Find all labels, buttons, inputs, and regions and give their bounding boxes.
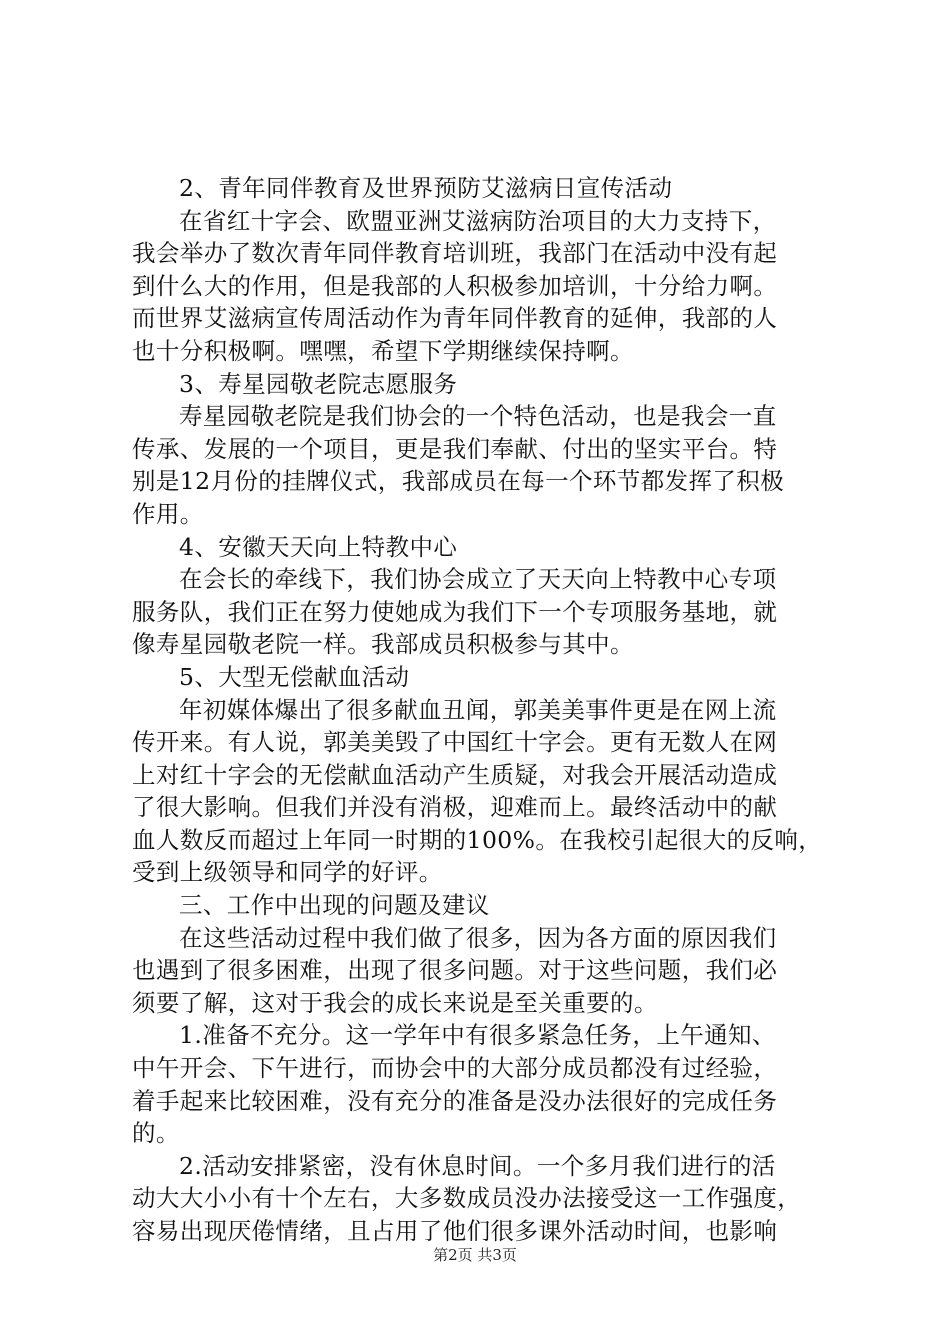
text-line: 也遇到了很多困难，出现了很多问题。对于这些问题，我们必 [132,956,778,985]
text-line: 我会举办了数次青年同伴教育培训班，我部门在活动中没有起 [132,239,778,268]
text-line: 三、工作中出现的问题及建议 [179,891,490,920]
text-line: 的。 [132,1119,180,1148]
text-line: 中午开会、下午进行，而协会中的大部分成员都没有过经验， [132,1054,778,1083]
text-line: 2.活动安排紧密，没有休息时间。一个多月我们进行的活 [179,1151,776,1180]
text-line: 3、寿星园敬老院志愿服务 [179,369,458,398]
text-line: 2、青年同伴教育及世界预防艾滋病日宣传活动 [179,174,673,202]
text-line: 寿星园敬老院是我们协会的一个特色活动，也是我会一直 [179,402,777,431]
text-line: 1.准备不充分。这一学年中有很多紧急任务，上午通知、 [179,1021,776,1050]
text-line: 像寿星园敬老院一样。我部成员积极参与其中。 [132,630,634,659]
text-line: 别是12月份的挂牌仪式，我部成员在每一个环节都发挥了积极 [132,467,785,496]
text-line: 动大大小小有十个左右，大多数成员没办法接受这一工作强度， [132,1184,802,1213]
text-line: 须要了解，这对于我会的成长来说是至关重要的。 [132,988,658,1017]
text-line: 年初媒体爆出了很多献血丑闻，郭美美事件更是在网上流 [179,695,777,724]
text-line: 也十分积极啊。嘿嘿，希望下学期继续保持啊。 [132,336,634,365]
text-line: 着手起来比较困难，没有充分的准备是没办法很好的完成任务 [132,1086,778,1115]
text-line: 作用。 [132,499,204,528]
text-line: 受到上级领导和同学的好评。 [132,858,443,887]
text-line: 容易出现厌倦情绪，且占用了他们很多课外活动时间，也影响 [132,1217,778,1245]
text-line: 5、大型无偿献血活动 [179,662,410,691]
text-line: 传承、发展的一个项目，更是我们奉献、付出的坚实平台。特 [132,434,778,463]
text-line: 4、安徽天天向上特教中心 [179,532,458,561]
document-body [132,172,832,1248]
text-line: 而世界艾滋病宣传周活动作为青年同伴教育的延伸，我部的人 [132,304,778,333]
text-line: 在这些活动过程中我们做了很多，因为各方面的原因我们 [179,923,777,952]
text-line: 服务队，我们正在努力使她成为我们下一个专项服务基地，就 [132,597,778,626]
text-line: 血人数反而超过上年同一时期的100%。在我校引起很大的反响， [132,825,823,854]
text-line: 传开来。有人说，郭美美毁了中国红十字会。更有无数人在网 [132,728,778,757]
text-line: 在会长的牵线下，我们协会成立了天天向上特教中心专项 [179,565,777,594]
text-line: 到什么大的作用，但是我部的人积极参加培训，十分给力啊。 [132,271,778,300]
page-footer: 第2页 共3页 [433,1246,517,1264]
text-line: 在省红十字会、欧盟亚洲艾滋病防治项目的大力支持下， [179,206,777,235]
text-line: 上对红十字会的无偿献血活动产生质疑，对我会开展活动造成 [132,760,778,789]
text-line: 了很大影响。但我们并没有消极，迎难而上。最终活动中的献 [132,793,778,822]
